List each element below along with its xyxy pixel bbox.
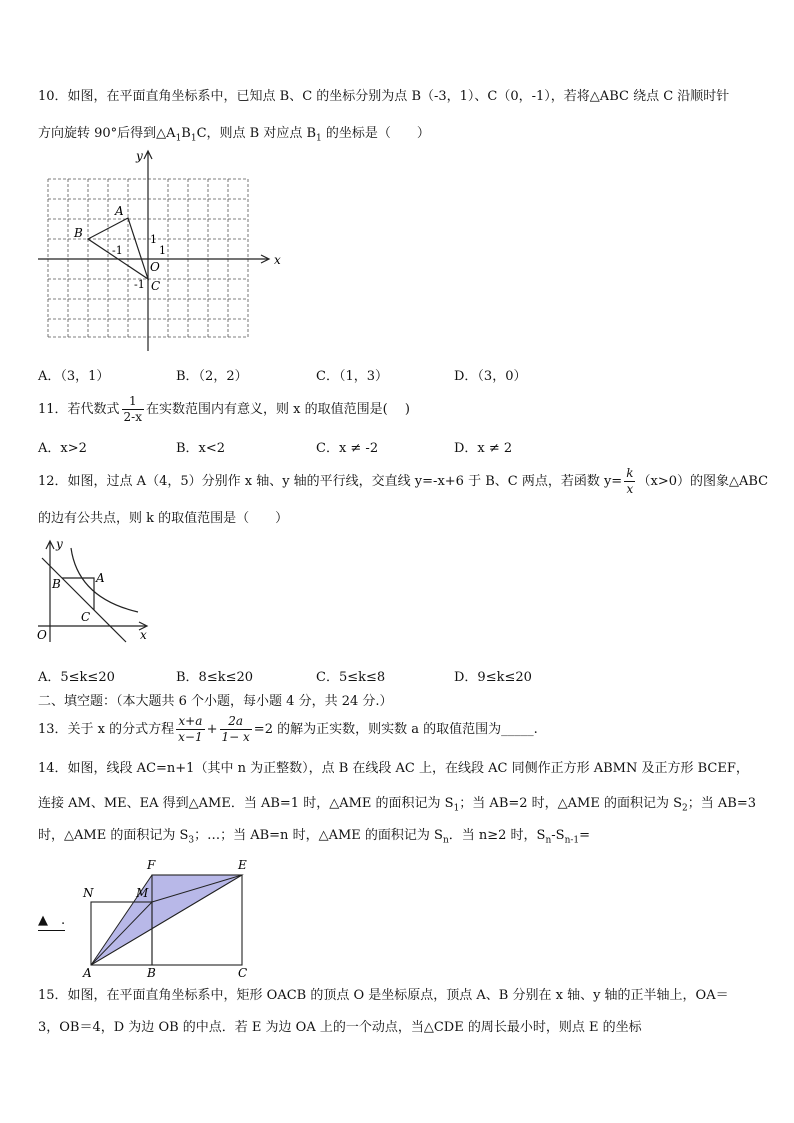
q10-option-b: B．（2，2） <box>176 369 248 384</box>
q14-line2: 连接 AM、ME、EA 得到△AME．当 AB=1 时，△AME 的面积记为 $S_1$；当 AB=2 时，△AME 的面积记为 $S_2$；当 AB=3 <box>38 796 757 814</box>
q12-option-c: C．5≤k≤8 <box>316 670 386 685</box>
q11-option-c: C．x ≠ -2 <box>316 441 379 456</box>
q14-label-c: C <box>238 966 248 980</box>
q10-label-x: x <box>274 253 281 267</box>
q14-label-n: N <box>83 886 94 900</box>
q14-label-a: A <box>83 966 92 980</box>
q12-label-c: C <box>81 610 91 624</box>
q14-figure <box>80 855 255 980</box>
q12-line1: 12．如图，过点 A（4，5）分别作 x 轴、y 轴的平行线，交直线 y=-x+6 于 B、C 两点，若函数 y= $\frac{k}{x}$ （x>0）的图象△ABC <box>38 466 769 496</box>
q14-label-m: M <box>136 886 149 900</box>
q10-option-c: C．（1，3） <box>316 369 388 384</box>
q10-grid-figure <box>36 146 286 356</box>
q12-label-y: y <box>56 537 63 551</box>
q10-line2: 方向旋转 90°后得到$\triangle A_1B_1C$，则点 B 对应点 $B_1$ 的坐标是（ ） <box>38 126 430 144</box>
q10-label-y: y <box>136 149 143 163</box>
q10-label-b: B <box>74 226 83 240</box>
section-fill-in-title: 二、填空题：（本大题共 6 个小题，每小题 4 分，共 24 分.） <box>38 694 393 709</box>
q12-figure <box>36 536 151 644</box>
q12-line-y-neg-x-plus-6 <box>42 558 126 642</box>
q10-tick-neg1-x: -1 <box>112 244 123 257</box>
q15-line1: 15．如图，在平面直角坐标系中，矩形 OACB 的顶点 O 是坐标原点，顶点 A、B 分别在 x 轴、y 轴的正半轴上，OA＝ <box>38 988 729 1003</box>
q10-tick-1-y: 1 <box>150 233 157 246</box>
q14-line1: 14．如图，线段 AC=n+1（其中 n 为正整数），点 B 在线段 AC 上，在线段 AC 同侧作正方形 ABMN 及正方形 BCEF， <box>38 761 749 776</box>
q12-label-origin: O <box>37 628 47 642</box>
q13-fraction-2: $\frac{2a}{1- x}$ <box>221 714 250 744</box>
q12-label-a: A <box>96 571 105 585</box>
q11-stem: 11．若代数式 $\frac{1}{2-x}$ 在实数范围内有意义，则 x 的取值范围是( ) <box>38 394 410 424</box>
q12-option-b: B．8≤k≤20 <box>176 670 254 685</box>
q12-label-b: B <box>52 577 61 591</box>
q12-option-a: A．5≤k≤20 <box>38 670 115 685</box>
q12-fraction: $\frac{k}{x}$ <box>626 466 634 496</box>
q14-answer-blank[interactable]: ▲ . <box>38 912 65 931</box>
q10-label-origin: O <box>150 260 160 274</box>
q10-label-c: C <box>151 279 161 293</box>
q12-option-d: D．9≤k≤20 <box>454 670 532 685</box>
q10-tick-1-x: 1 <box>159 244 166 257</box>
q14-line3: 时，△AME 的面积记为 $S_3$；…；当 AB=n 时，△AME 的面积记为 $S_n$．当 n≥2 时，$S_n-S_{n-1}=$ <box>38 828 591 846</box>
q11-fraction: $\frac{1}{2-x}$ <box>123 394 143 424</box>
q13-stem: 13．关于 x 的分式方程 $\frac{x+a}{x-1}$ + $\frac{2a}{1- x}$ =2 的解为正实数，则实数 a 的取值范围为_____. <box>38 714 538 744</box>
q12-line2: 的边有公共点，则 k 的取值范围是（ ） <box>38 511 289 526</box>
q14-label-e: E <box>238 858 247 872</box>
q10-label-a: A <box>115 204 124 218</box>
q11-option-a: A．x>2 <box>38 441 87 456</box>
q13-fraction-1: $\frac{x+a}{x-1}$ <box>178 714 203 744</box>
q12-label-x: x <box>140 628 147 642</box>
q11-option-d: D．x ≠ 2 <box>454 441 513 456</box>
q10-option-a: A．（3，1） <box>38 369 110 384</box>
q14-label-b: B <box>147 966 156 980</box>
q11-option-b: B．x<2 <box>176 441 226 456</box>
q10-tick-neg1-y: -1 <box>134 278 145 291</box>
q10-line1: 10．如图，在平面直角坐标系中，已知点 B、C 的坐标分别为点 B（-3，1）、C（0，-1），若将△ABC 绕点 C 沿顺时针 <box>38 89 730 104</box>
q15-line2: 3，OB＝4，D 为边 OB 的中点．若 E 为边 OA 上的一个动点，当△CDE 的周长最小时，则点 E 的坐标 <box>38 1020 642 1035</box>
q14-label-f: F <box>147 858 156 872</box>
q10-option-d: D．（3，0） <box>454 369 527 384</box>
